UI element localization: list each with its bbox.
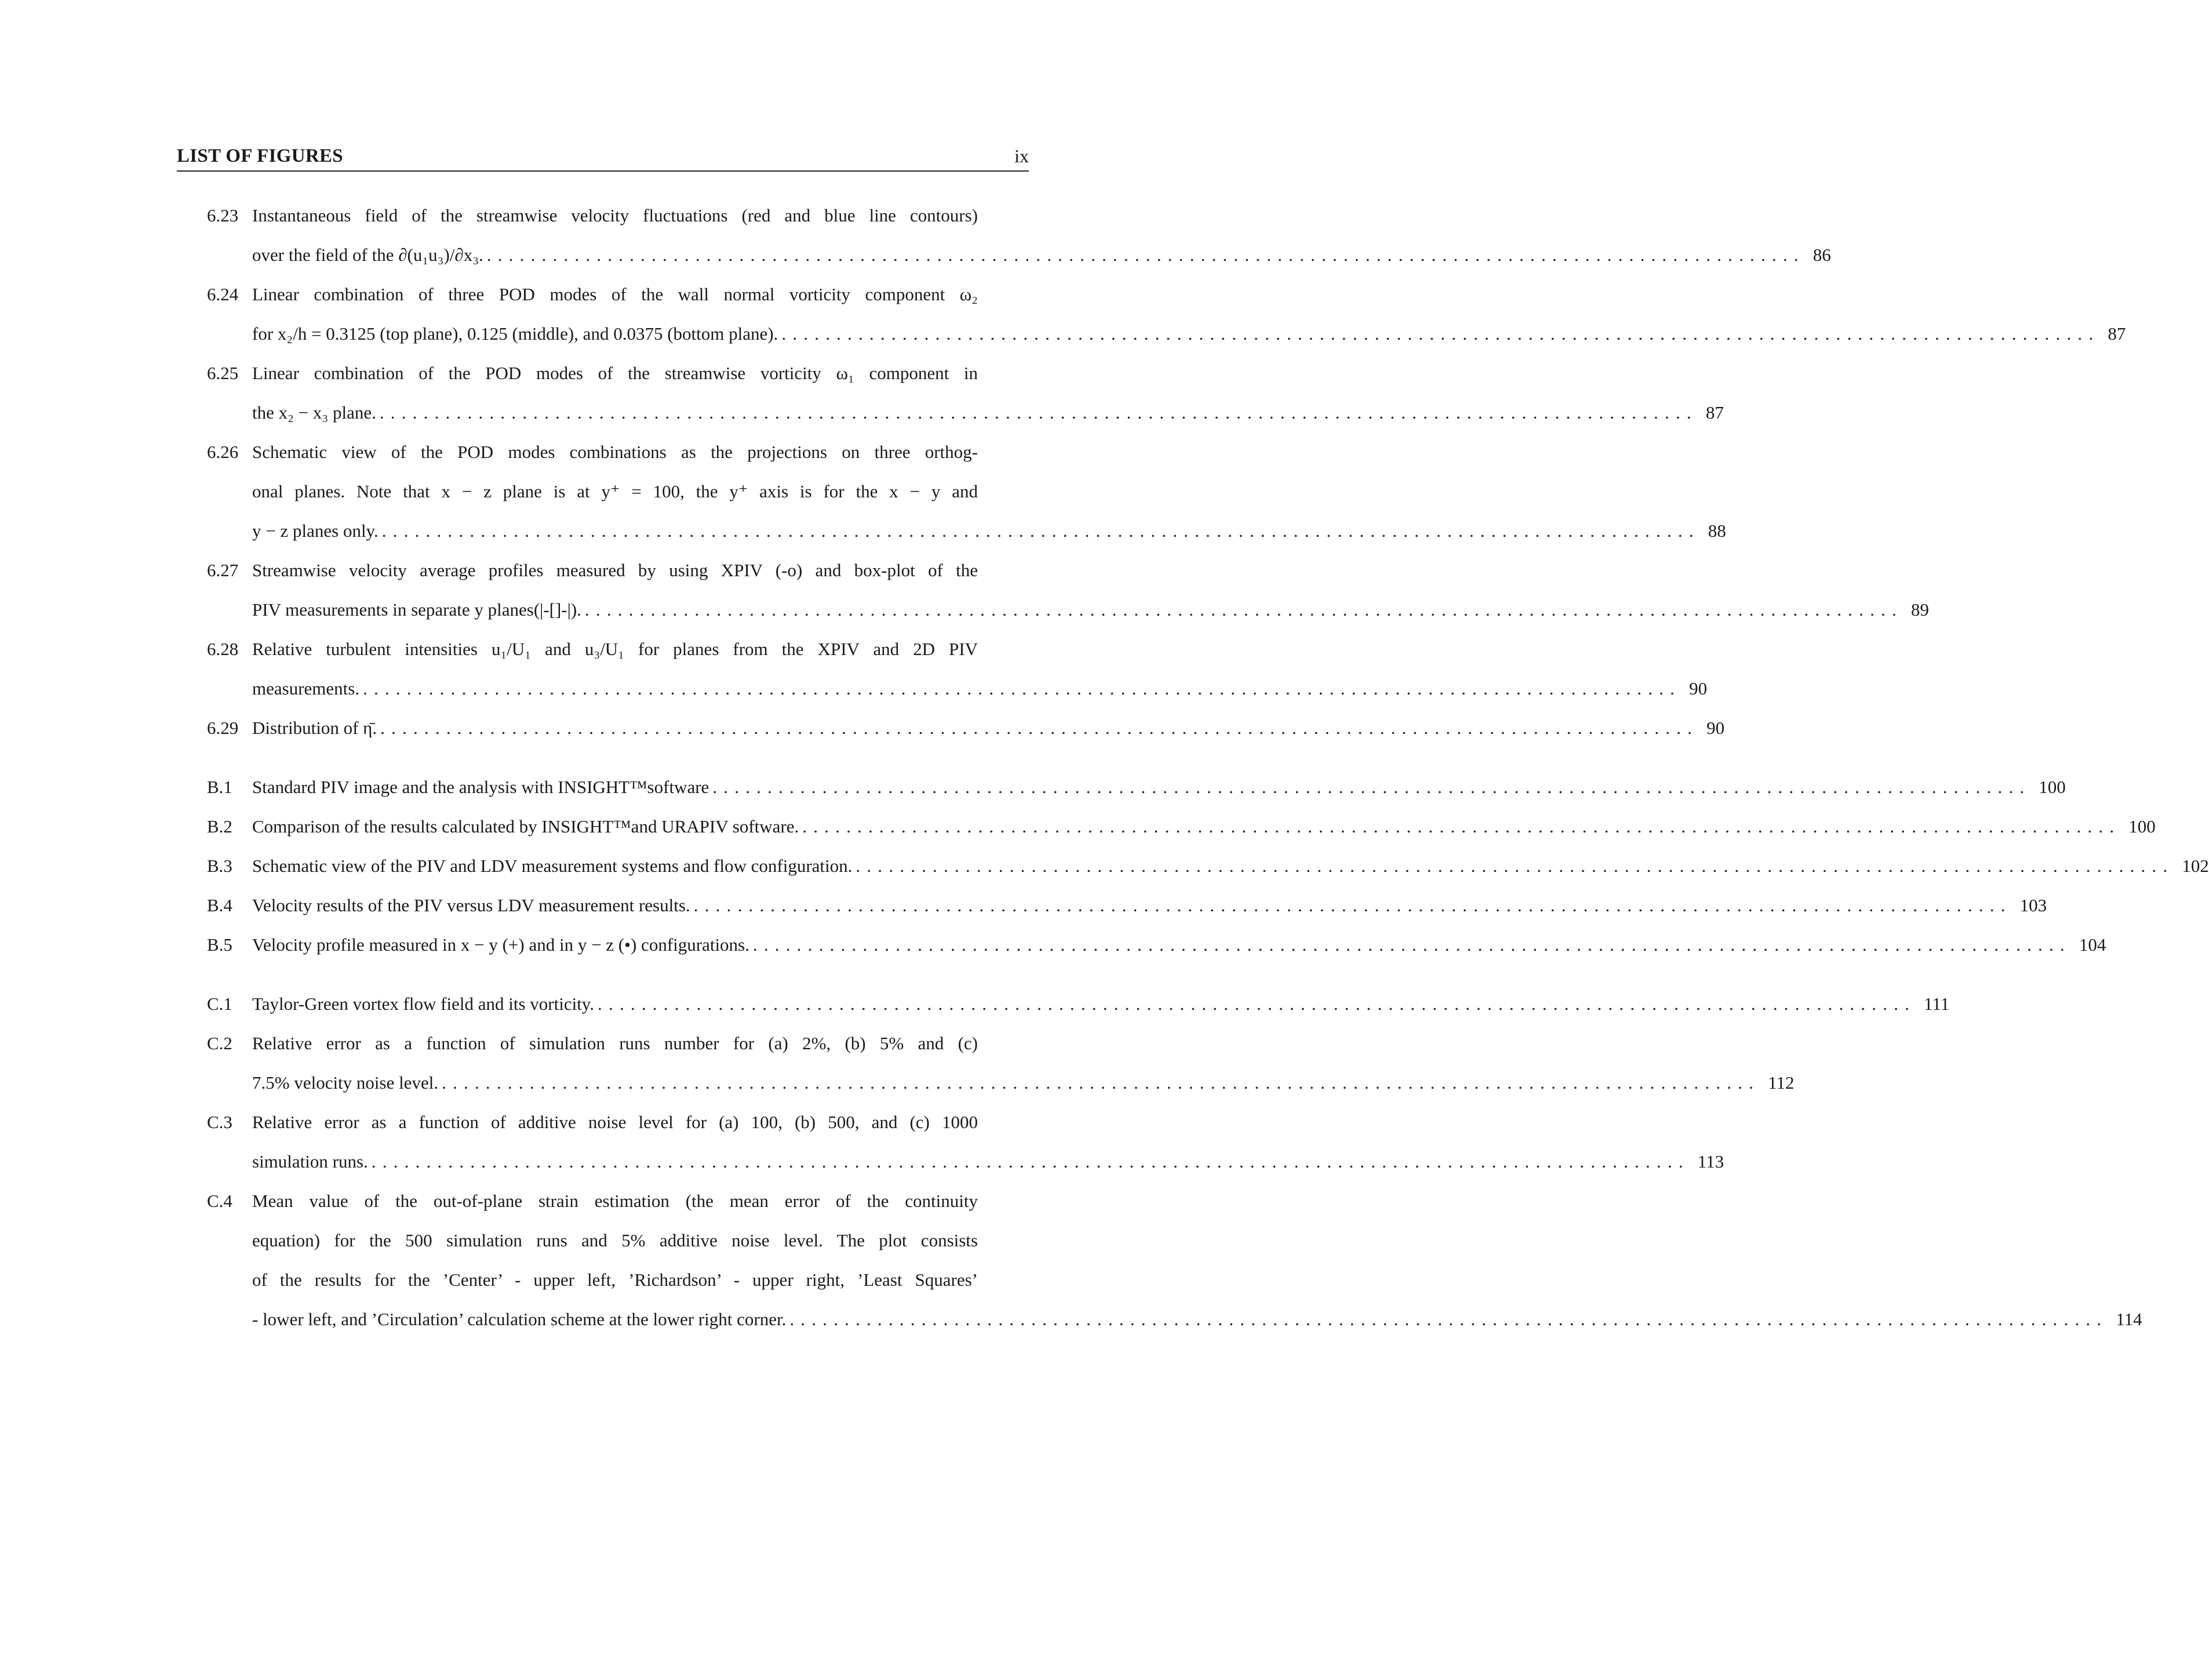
figure-entry[interactable] <box>177 886 2047 925</box>
figure-entry[interactable] <box>177 275 2126 354</box>
caption-last-line <box>252 886 2047 925</box>
figure-entry[interactable] <box>177 551 1929 630</box>
dot-leader: ........................................................................................................................ <box>802 816 2121 837</box>
figure-caption <box>252 1103 1724 1181</box>
section-gap <box>177 748 1029 768</box>
figure-caption <box>252 1181 2142 1339</box>
page-reference[interactable]: 100 <box>2128 816 2156 837</box>
caption-last-line <box>252 669 1708 708</box>
caption-line: Linear combination of three POD modes of the wall normal vorticity component ω₂ <box>252 284 978 304</box>
figure-number: B.4 <box>207 895 232 915</box>
caption-last-line <box>252 1300 2142 1339</box>
figure-caption <box>252 768 2066 807</box>
figure-caption <box>252 275 2126 354</box>
caption-line: Relative turbulent intensities u₁/U₁ and u₃/U₁ for planes from the XPIV and 2D PIV <box>252 639 978 659</box>
figure-caption <box>252 196 1831 275</box>
dot-leader: ........................................................................................................................ <box>442 1072 1760 1093</box>
figure-caption <box>252 846 2209 886</box>
figure-number: B.2 <box>207 816 232 837</box>
dot-leader: ........................................................................................................................ <box>693 895 2012 915</box>
caption-line: Streamwise velocity average profiles measured by using XPIV (-o) and box-plot of the <box>252 560 978 580</box>
page-reference[interactable]: 87 <box>1705 402 1724 423</box>
figure-number: 6.28 <box>207 639 239 659</box>
caption-last-line <box>252 708 1725 748</box>
figure-number: 6.24 <box>207 284 239 304</box>
figure-caption <box>252 354 1724 432</box>
caption-text: PIV measurements in separate y planes(|-[]-|). <box>252 599 581 620</box>
caption-line: Mean value of the out-of-plane strain estimation (the mean error of the continuity <box>252 1191 978 1211</box>
figure-number: 6.26 <box>207 442 239 462</box>
dot-leader: ........................................................................................................................ <box>712 777 2031 797</box>
caption-last-line <box>252 1063 1795 1103</box>
figure-caption <box>252 886 2047 925</box>
dot-leader: ........................................................................................................................ <box>584 599 1903 620</box>
figure-entry[interactable] <box>177 846 2209 886</box>
figure-entry[interactable] <box>177 1103 1724 1181</box>
header-page-number: ix <box>1014 146 1029 166</box>
figure-entry[interactable] <box>177 925 2106 965</box>
figure-number: C.2 <box>207 1033 232 1053</box>
caption-text: Standard PIV image and the analysis with INSIGHT™software <box>252 777 709 797</box>
caption-line: equation) for the 500 simulation runs and 5% additive noise level. The plot consists <box>252 1230 978 1250</box>
page-reference[interactable]: 113 <box>1697 1151 1724 1172</box>
section-gap <box>177 965 1029 984</box>
dot-leader: ........................................................................................................................ <box>598 994 1916 1014</box>
caption-last-line <box>252 1142 1724 1181</box>
dot-leader: ........................................................................................................................ <box>752 934 2071 955</box>
caption-last-line <box>252 807 2156 846</box>
page-reference[interactable]: 87 <box>2108 323 2126 344</box>
figure-number: 6.23 <box>207 205 239 226</box>
caption-line: Relative error as a function of additive noise level for (a) 100, (b) 500, and (c) 1000 <box>252 1112 978 1132</box>
dot-leader: ........................................................................................................................ <box>380 718 1699 738</box>
figure-number: B.3 <box>207 856 232 876</box>
caption-text: Comparison of the results calculated by INSIGHT™and URAPIV software. <box>252 816 799 837</box>
caption-last-line <box>252 393 1724 432</box>
figure-number: B.1 <box>207 777 232 797</box>
caption-last-line <box>252 314 2126 354</box>
page-reference[interactable]: 114 <box>2116 1309 2142 1329</box>
figure-caption <box>252 432 1726 551</box>
header-title: LIST OF FIGURES <box>177 146 343 166</box>
figure-entry[interactable] <box>177 432 1726 551</box>
caption-text: simulation runs. <box>252 1151 368 1172</box>
figure-entry[interactable] <box>177 1024 1795 1103</box>
figure-caption <box>252 984 1950 1024</box>
caption-last-line <box>252 984 1950 1024</box>
caption-text: measurements. <box>252 678 360 699</box>
figure-list <box>177 196 2209 1339</box>
figure-number: 6.27 <box>207 560 239 580</box>
running-header <box>177 145 1029 172</box>
caption-text: 7.5% velocity noise level. <box>252 1072 439 1093</box>
caption-text: Taylor-Green vortex flow field and its vorticity. <box>252 994 595 1014</box>
caption-text: over the field of the ∂(u₁u₃)/∂x₃. <box>252 245 483 265</box>
figure-entry[interactable] <box>177 196 1831 275</box>
dot-leader: ........................................................................................................................ <box>789 1309 2108 1329</box>
caption-text: y − z planes only. <box>252 521 379 541</box>
figure-caption <box>252 630 1708 708</box>
dot-leader: ........................................................................................................................ <box>381 521 1700 541</box>
caption-line: onal planes. Note that x − z plane is at y⁺ = 100, the y⁺ axis is for the x − y and <box>252 481 978 501</box>
caption-line: Schematic view of the POD modes combinations as the projections on three orthog- <box>252 442 978 462</box>
figure-caption <box>252 807 2156 846</box>
page-reference[interactable]: 104 <box>2079 934 2106 955</box>
page-reference[interactable]: 102 <box>2182 856 2209 876</box>
figure-entry[interactable] <box>177 768 2066 807</box>
page-reference[interactable]: 111 <box>1924 994 1950 1014</box>
caption-text: for x₂/h = 0.3125 (top plane), 0.125 (middle), and 0.0375 (bottom plane). <box>252 323 778 344</box>
caption-line: Instantaneous field of the streamwise velocity fluctuations (red and blue line contours) <box>252 205 978 226</box>
figure-number: C.1 <box>207 994 232 1014</box>
dot-leader: ........................................................................................................................ <box>486 245 1805 265</box>
dot-leader: ........................................................................................................................ <box>379 402 1698 423</box>
page-reference[interactable]: 90 <box>1689 678 1708 699</box>
caption-text: Velocity profile measured in x − y (+) and in y − z (•) configurations. <box>252 934 749 955</box>
page-reference[interactable]: 88 <box>1708 521 1726 541</box>
caption-text: Schematic view of the PIV and LDV measurement systems and flow configuration. <box>252 856 853 876</box>
caption-text: - lower left, and ’Circulation’ calculation scheme at the lower right corner. <box>252 1309 787 1329</box>
figure-entry[interactable] <box>177 807 2156 846</box>
figure-entry[interactable] <box>177 630 1708 708</box>
figure-number: 6.25 <box>207 363 239 383</box>
caption-line: Linear combination of the POD modes of the streamwise vorticity ω₁ component in <box>252 363 978 383</box>
caption-line: of the results for the ’Center’ - upper left, ’Richardson’ - upper right, ’Least Squares’ <box>252 1270 978 1290</box>
page-reference[interactable]: 103 <box>2019 895 2047 915</box>
figure-number: C.4 <box>207 1191 232 1211</box>
figure-caption <box>252 925 2106 965</box>
caption-line: Relative error as a function of simulation runs number for (a) 2%, (b) 5% and (c) <box>252 1033 978 1053</box>
figure-caption <box>252 708 1725 748</box>
figure-caption <box>252 1024 1795 1103</box>
figure-entry[interactable] <box>177 354 1724 432</box>
page-reference[interactable]: 86 <box>1813 245 1831 265</box>
page-reference[interactable]: 112 <box>1768 1072 1795 1093</box>
caption-last-line <box>252 768 2066 807</box>
caption-last-line <box>252 511 1726 551</box>
page-reference[interactable]: 90 <box>1706 718 1725 738</box>
figure-number: B.5 <box>207 934 232 955</box>
dot-leader: ........................................................................................................................ <box>856 856 2174 876</box>
dot-leader: ........................................................................................................................ <box>371 1151 1690 1172</box>
page <box>177 145 2209 1339</box>
figure-number: C.3 <box>207 1112 232 1132</box>
figure-entry[interactable] <box>177 708 1725 748</box>
page-reference[interactable]: 89 <box>1910 599 1929 620</box>
caption-last-line <box>252 235 1831 275</box>
caption-last-line <box>252 590 1929 630</box>
figure-entry[interactable] <box>177 1181 2142 1339</box>
caption-text: Velocity results of the PIV versus LDV measurement results. <box>252 895 690 915</box>
caption-last-line <box>252 846 2209 886</box>
page-reference[interactable]: 100 <box>2039 777 2066 797</box>
figure-caption <box>252 551 1929 630</box>
caption-last-line <box>252 925 2106 965</box>
dot-leader: ........................................................................................................................ <box>363 678 1682 699</box>
figure-number: 6.29 <box>207 718 239 738</box>
dot-leader: ........................................................................................................................ <box>781 323 2100 344</box>
figure-entry[interactable] <box>177 984 1950 1024</box>
caption-text: Distribution of η̄. <box>252 718 377 738</box>
caption-text: the x₂ − x₃ plane. <box>252 402 376 423</box>
